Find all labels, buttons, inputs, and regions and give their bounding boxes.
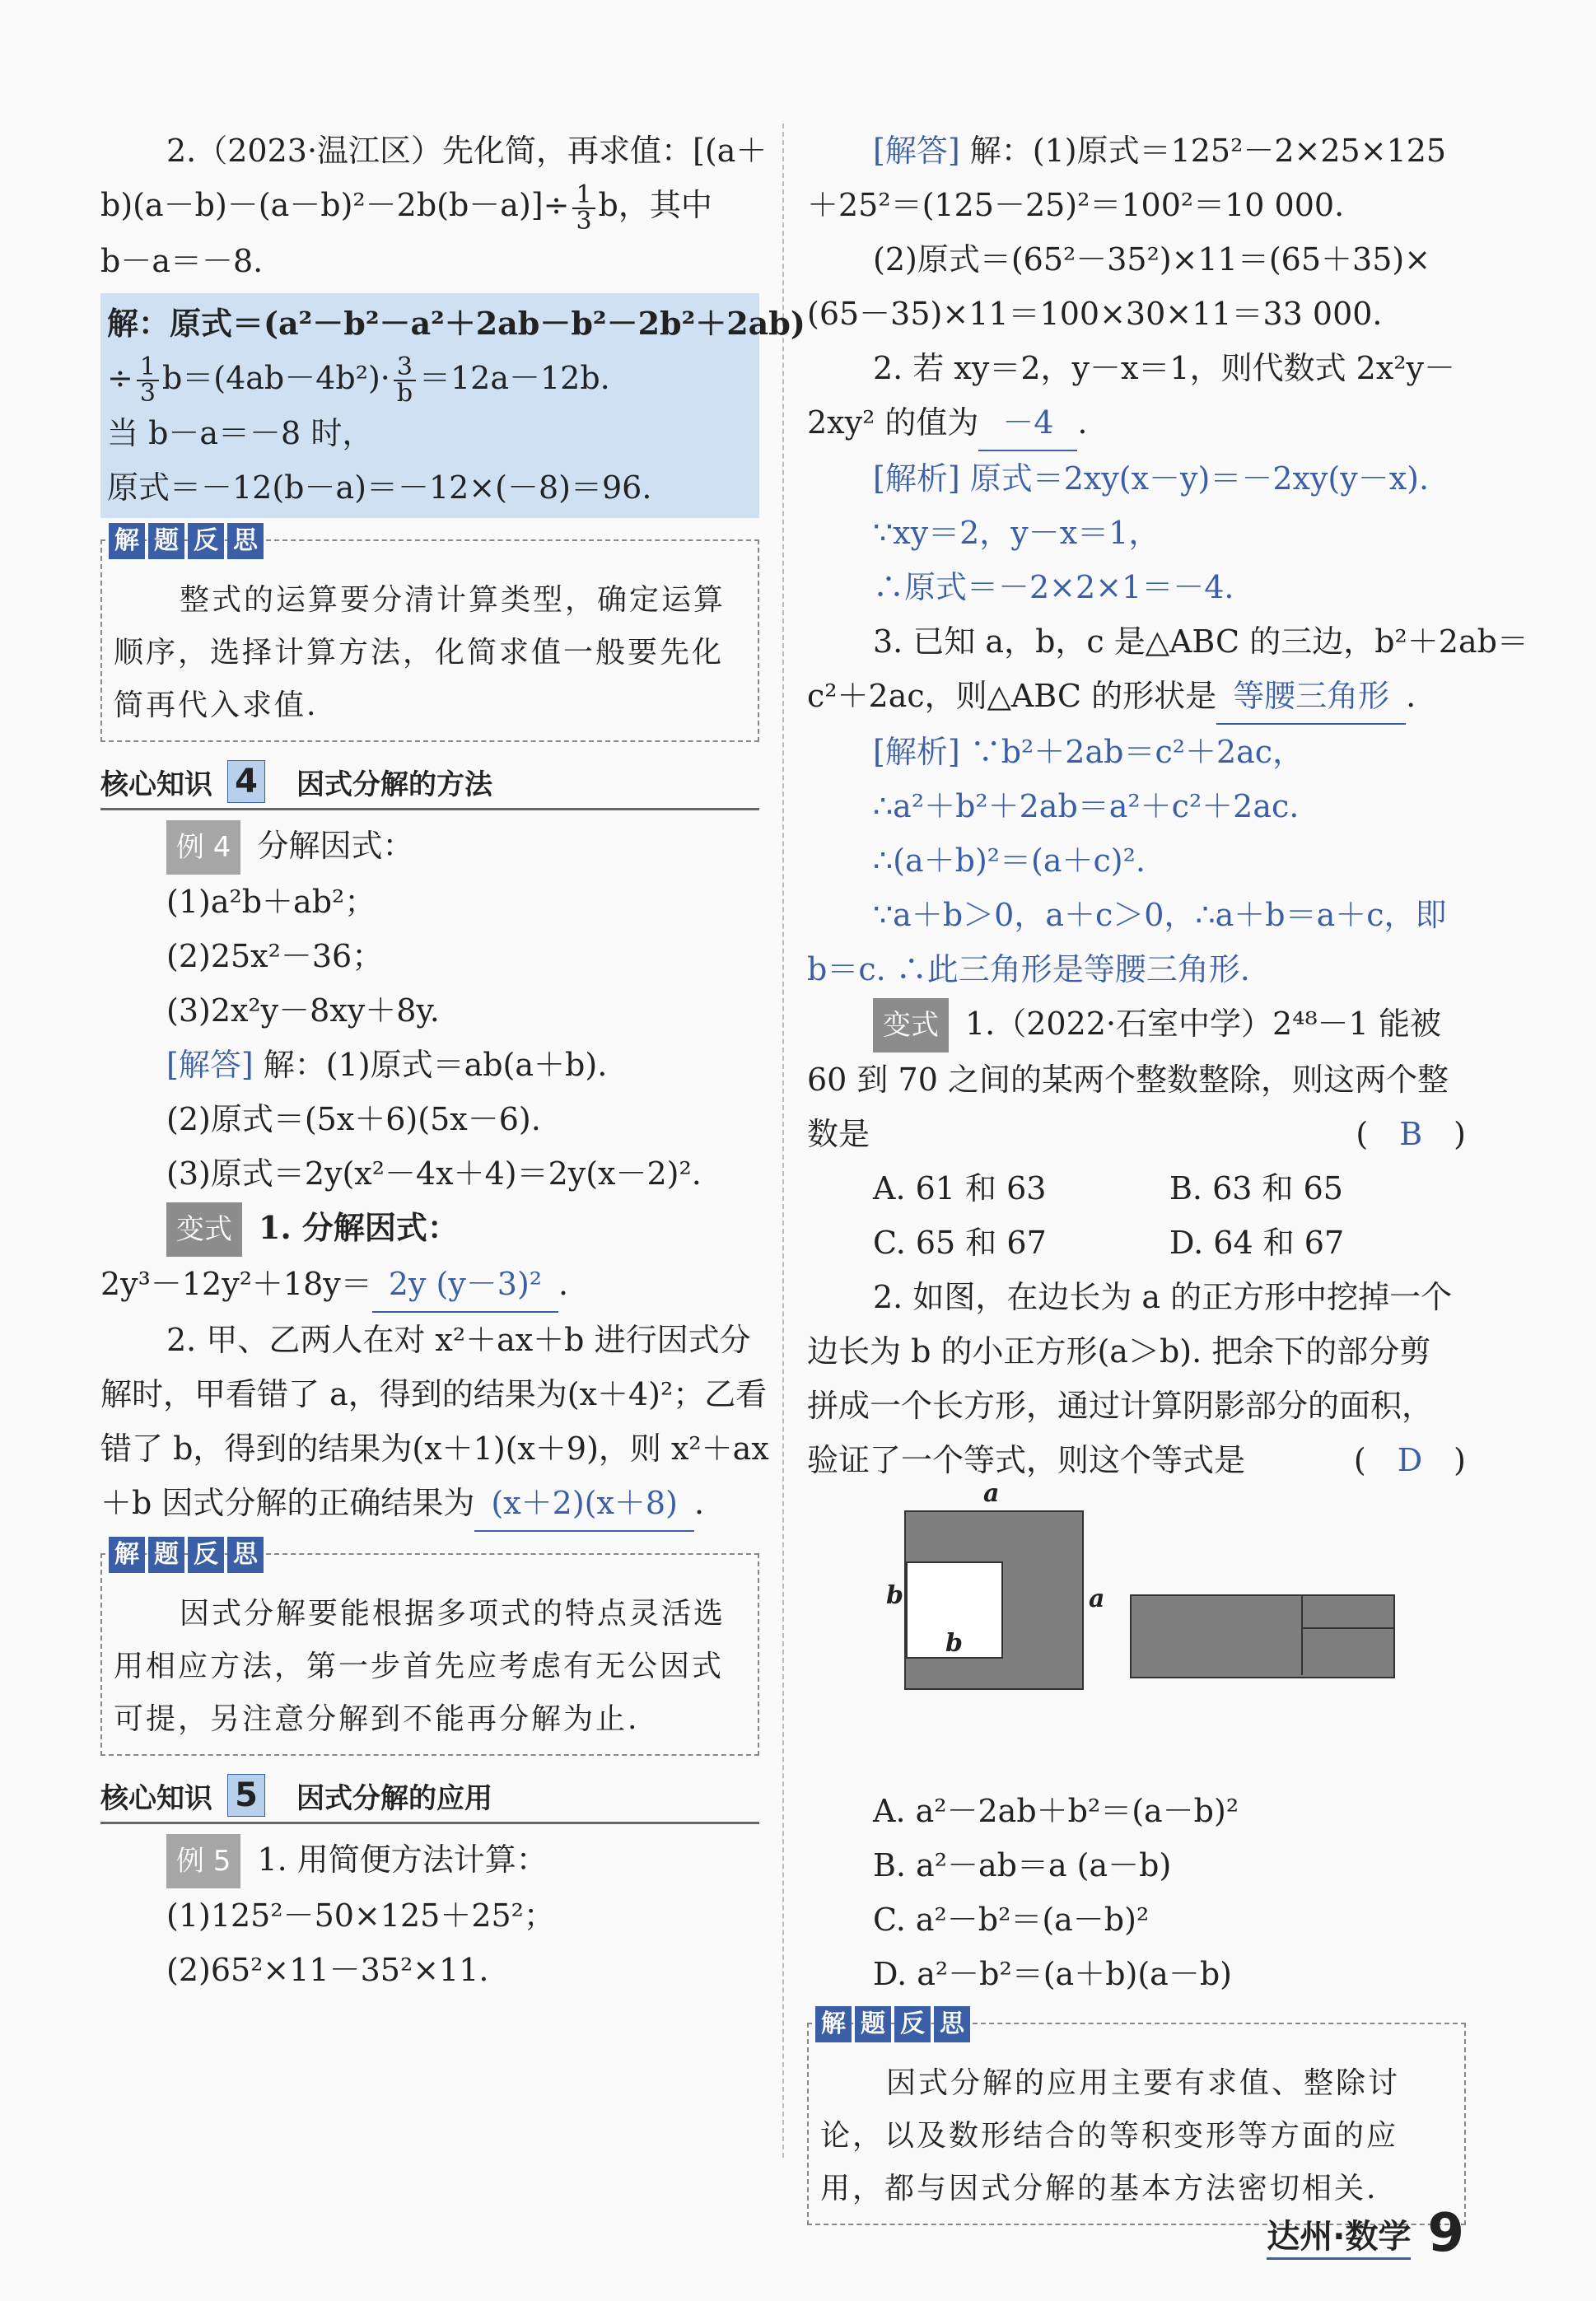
fraction: $\frac{1}{3}$ [137,355,159,406]
variant-badge: 变式 [873,998,949,1052]
label-a-right: a [1089,1585,1105,1613]
solution-line-1: 解：原式＝(a²－b²－a²＋2ab－b²－2b²＋2ab) [107,304,805,342]
geometry-figure [807,1479,1466,1776]
ex4-item: (3)2x²y－8xy＋8y. [166,992,440,1029]
reflection-tag: 解 题 反 思 [109,523,264,559]
fraction: $\frac{1}{3}$ [572,183,595,234]
solution-block [100,293,805,519]
page-number: 9 [1427,2203,1464,2264]
reflection-text: 因式分解的应用主要有求值、整除讨论，以及数形结合的等积变形等方面的应用，都与因式分解的基本方法密切相关. [820,2066,1401,2205]
variant-5: 变式 1.（2022·石室中学）2⁴⁸－1 能被 60 到 70 之间的某两个整数整除，则这两个整 数是 ( B ) A. 61 和 63 B. 63 和 65 C. 65 和 67 D. 64 和 67 2. 如图，在边长为 a 的正方形中挖掉一个 边长为 b 的小正方形(a＞b). 把余下的部分剪 拼成一个长方形，通过计算阴影部分的面积， 验证了一个等式，则这个等式是 ( D ) a a b b A. a²－2ab＋b²＝(a－b)² B. a²－ab＝a (a－b) C. a²－b²＝(a－b)² D. a²－b²＝(a＋b)(a－b) [807,996,1466,2001]
footer-region: 达州·数学 [1267,2210,1411,2260]
section-header-5: 核心知识 5 因式分解的应用 [100,1774,759,1824]
solution-line-3: 当 b－a＝－8 时， [107,415,374,451]
label-a-top: a [983,1479,1000,1508]
reflection-tag: 解 题 反 思 [109,1537,264,1573]
example-5: 例 5 1. 用简便方法计算： (1)125²－50×125＋25²； (2)65²×11－35²×11. [100,1832,759,1997]
question-2-left [100,124,768,288]
answer-blank: 等腰三角形 [1216,669,1406,725]
example-badge: 例 5 [166,1834,240,1888]
solution-line-2: ÷ $\frac{1}{3}$ b＝(4ab－4b²)· $\frac{3}{b}$ ＝12a－12b. [107,352,610,408]
ex4-item: (2)25x²－36； [166,938,384,974]
question-2-right: 2. 若 xy＝2，y－x＝1，则代数式 2x²y－ 2xy² 的值为 －4 . [解析] 原式＝2xy(x－y)＝－2xy(y－x). ∵xy＝2，y－x＝1， ∴原式＝－2×2×1＝－4. [807,350,1455,605]
options-row: A. 61 和 63 B. 63 和 65 [873,1170,1343,1207]
reflection-tag: 解 题 反 思 [815,2006,970,2042]
reflection-box-1 [100,526,759,742]
variant-badge: 变式 [166,1202,242,1257]
reflection-box-3 [807,2009,1466,2225]
rectangle-divider-h [1301,1627,1393,1629]
column-divider [782,124,784,2158]
fraction: $\frac{3}{b}$ [394,355,416,406]
q2-line-3: b－a＝－8. [100,242,264,279]
reflection-text: 因式分解要能根据多项式的特点灵活选用相应方法，第一步首先应考虑有无公因式可提，另注意分解到不能再分解为止. [114,1597,726,1736]
variant-4: 变式 1. 分解因式： 2y³－12y²＋18y＝ 2y (y－3)² . 2. 甲、乙两人在对 x²＋ax＋b 进行因式分 解时，甲看错了 a，得到的结果为(x＋4)²；乙看 错了 b，得到的结果为(x＋1)(x＋9)，则 x²＋ax ＋b 因式分解的正确结果为 (x＋2)(x＋8) . [100,1201,759,1532]
q2-line-1: 2.（2023·温江区）先化简，再求值：[(a＋ [166,133,768,169]
reflection-box-2 [100,1540,759,1756]
ex4-answer: (2)原式＝(5x＋6)(5x－6). [166,1101,541,1137]
label-b-inner: b [945,1629,963,1658]
answer-tag: [解答] [166,1047,254,1083]
solution-line-4: 原式＝－12(b－a)＝－12×(－8)＝96. [107,469,652,506]
ex4-answer: (3)原式＝2y(x²－4x＋4)＝2y(x－2)². [166,1155,702,1192]
q2-line-2: b)(a－b)－(a－b)²－2b(b－a)]÷ $\frac{1}{3}$ b，其中 [100,180,712,236]
example-5-answer: [解答] 解：(1)原式＝125²－2×25×125 ＋25²＝(125－25)²＝100²＝10 000. (2)原式＝(65²－35²)×11＝(65＋35)× (65－35)×11＝100×30×11＝33 000. [807,133,1447,332]
ex4-item: (1)a²b＋ab²； [166,884,376,920]
answer-blank: 2y (y－3)² [372,1257,558,1313]
question-3: 3. 已知 a，b，c 是△ABC 的三边，b²＋2ab＝ c²＋2ac，则△ABC 的形状是 等腰三角形 . [解析] ∵b²＋2ab＝c²＋2ac， ∴a²＋b²＋2ab＝a²＋c²＋2ac. ∴(a＋b)²＝(a＋c)². ∵a＋b＞0，a＋c＞0，∴a＋b＝a＋c，即 b＝c. ∴此三角形是等腰三角形. [807,623,1528,987]
answer-blank: (x＋2)(x＋8) [474,1476,694,1532]
right-column [807,124,1528,2240]
rectangle-divider-v [1301,1594,1303,1675]
choice-answer: ( D ) [1353,1442,1466,1478]
answer-blank: －4 [978,395,1077,451]
page-footer [1267,2203,1464,2264]
rearranged-rectangle [1130,1594,1395,1678]
section-header-4: 核心知识 4 因式分解的方法 [100,760,759,810]
choice-answer: ( B ) [1356,1116,1466,1152]
options-row: C. 65 和 67 D. 64 和 67 [873,1225,1345,1261]
label-b-left: b [886,1581,903,1610]
left-column [100,124,805,1997]
example-badge: 例 4 [166,820,240,875]
example-4: 例 4 分解因式： (1)a²b＋ab²； (2)25x²－36； (3)2x²y－8xy＋8y. [解答] 解：(1)原式＝ab(a＋b). (2)原式＝(5x＋6)(5x－6). (3)原式＝2y(x²－4x＋4)＝2y(x－2)². [100,819,759,1201]
reflection-text: 整式的运算要分清计算类型，确定运算顺序，选择计算方法，化简求值一般要先化简再代入求值. [114,583,726,722]
